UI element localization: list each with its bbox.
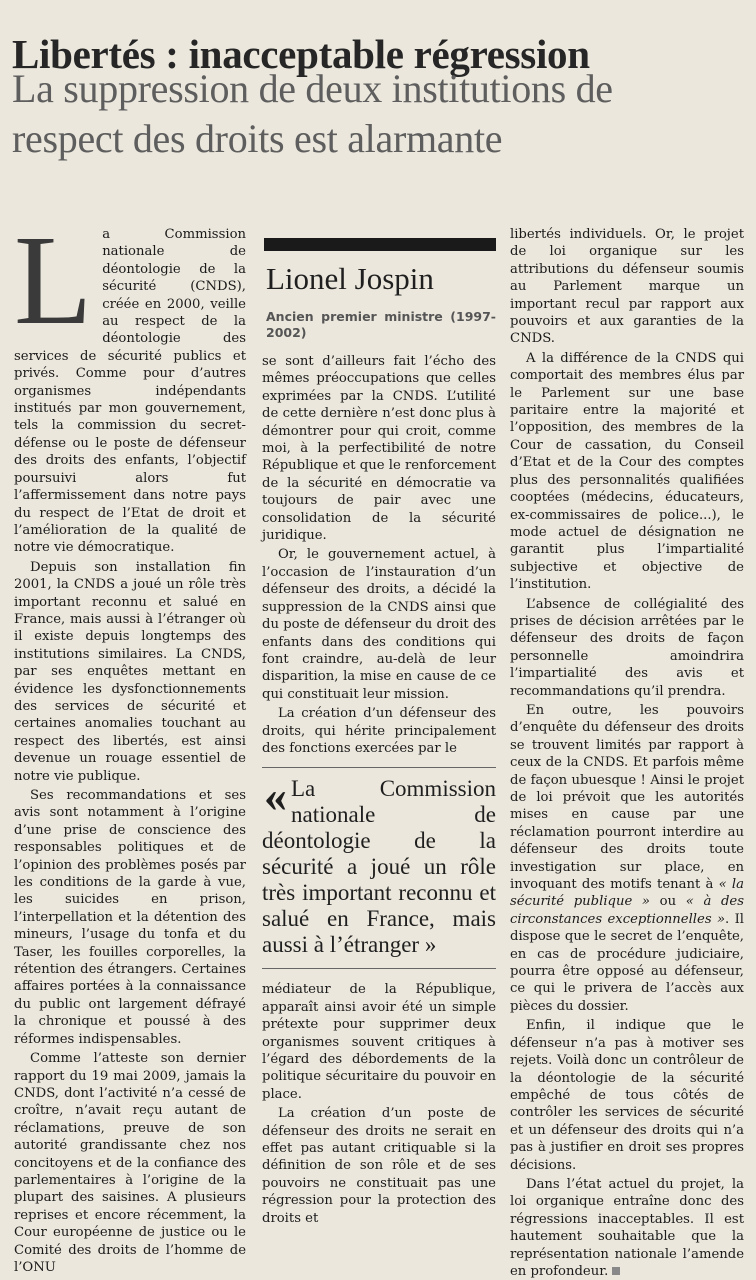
author-role: Ancien premier ministre (1997-2002) [266,309,496,340]
column-1 [14,209,246,1275]
paragraph: En outre, les pouvoirs d’enquête du défenseur des droits se trouvent limités par rapport à ceux de la CNDS. Et parfois même de façon ubuesque ! Ainsi le projet de loi prévoit que les autorités mises en cause par une réclamation pourront interdire au défenseur des droits toute investigation sur place, en invoquant des motifs tenant à « la sécurité publique » ou « à des circonstances exceptionnelles ». Il dispose que le secret de l’enquête, en cas de procédure judiciaire, pourra être opposé au défenseur, ce qui le privera de l’accès aux pièces du dossier. [510,702,745,1014]
paragraph: médiateur de la République, apparaît ainsi avoir été un simple prétexte pour supprimer deux organismes souvent critiques à l’égard des débordements de la politique sécuritaire du pouvoir en place. [262,982,496,1102]
author-name: Lionel Jospin [266,261,434,296]
paragraph: L’absence de collégialité des prises de décision arrêtées par le défenseur des droits de façon personnelle amoindrira l’impartialité des avis et recommandations qu’il prendra. [510,596,744,699]
paragraph: La Commission nationale de déontologie de la sécurité (CNDS), créée en 2000, veille au respect de la déontologie des services de sécurité publics et privés. Comme pour d’autres organismes indépendants institués par mon gouvernement, tels la commission du secret-défense ou le poste de défenseur des droits des enfants, l’objectif poursuivi alors fut l’affermissement dans notre pays du respect de l’Etat de droit et l’amélioration de la qualité de notre vie démocratique. [14,209,246,556]
paragraph: A la différence de la CNDS qui comportait des membres élus par le Parlement sur une base paritaire entre la majorité et l’opposition, des membres de la Cour de cassation, du Conseil d’Etat et de la Cour des comptes plus des personnalités qualifiées cooptées (médecins, éducateurs, ex-commissaires de police...), le mode actuel de désignation ne garantit plus l’impartialité subjective et objective de l’institution. [510,350,744,593]
quote-mark: « [264,770,287,822]
paragraph: Dans l’état actuel du projet, la loi organique entraîne donc des régressions inacceptables. Il est hautement souhaitable que la représentation nationale l’amende en profondeur. [510,1176,744,1279]
column-3 [510,226,745,1279]
drop-cap: L [14,209,93,351]
paragraph: La création d’un défenseur des droits, qui hérite principalement des fonctions exercées par le [262,706,496,756]
deck-subtitle: La suppression de deux institutions de respect des droits est alarmante [12,66,613,161]
author-rule [264,238,496,251]
end-mark-icon [612,1267,620,1275]
paragraph: libertés individuels. Or, le projet de loi organique sur les attributions du défenseur soumis au Parlement marque un important recul par rapport aux pouvoirs et aux garanties de la CNDS. [510,227,744,347]
paragraph: La création d’un poste de défenseur des droits ne serait en effet pas autant critiquable si la définition de son rôle et de ses pouvoirs ne constituait pas une régression pour la protection des droits et [262,1106,496,1226]
pull-quote: « La Commission nationale de déontologie de la sécurité a joué un rôle très important reconnu et salué en France, mais aussi à l’étranger » [262,767,496,969]
paragraph: Comme l’atteste son dernier rapport du 19 mai 2009, jamais la CNDS, dont l’activité n’a cessé de croître, n’avait reçu autant de réclamations, preuve de son autorité grandissante chez nos concitoyens et de la confiance des parlementaires à l’origine de la plupart des saisines. A plusieurs reprises et encore récemment, la Cour européenne de justice ou le Comité des droits de l’homme de l’ONU [14,1051,246,1275]
paragraph: Ses recommandations et ses avis sont notamment à l’origine d’une prise de conscience des responsables politiques et de l’opinion des problèmes posés par les conditions de la garde à vue, les suicides en prison, l’interpellation et la détention des mineurs, l’usage du tonfa et du Taser, les fouilles corporelles, la rétention des étrangers. Certaines affaires portées à la connaissance du public ont largement défrayé la chronique et poussé à des réformes indispensables. [14,788,246,1047]
paragraph: Enfin, il indique que le défenseur n’a pas à motiver ses rejets. Voilà donc un contrôleur de la déontologie de la sécurité empêché de tous côtés de contrôler les services de sécurité et un défenseur des droits qui n’a pas à justifier en droit ses propres décisions. [510,1018,744,1173]
paragraph: Or, le gouvernement actuel, à l’occasion de l’instauration d’un défenseur des droits, a décidé la suppression de la CNDS ainsi que du poste de défenseur du droit des enfants dans des conditions qui font craindre, au-delà de leur disparition, la mise en cause de ce qui constituait leur mission. [262,547,496,702]
column-2 [262,226,496,1254]
headline: Libertés : inacceptable régression [12,31,590,78]
paragraph: Depuis son installation fin 2001, la CNDS a joué un rôle très important reconnu et salué en France, mais aussi à l’étranger où il existe depuis longtemps des institutions similaires. La CNDS, par ses enquêtes mettant en évidence les dysfonctionnements des services de sécurité et certaines anomalies touchant au respect des libertés, est ainsi devenue un rouage essentiel de notre vie publique. [14,559,246,784]
paragraph: se sont d’ailleurs fait l’écho des mêmes préoccupations que celles exprimées par la CNDS. L’utilité de cette dernière n’est donc plus à démontrer pour qui croit, comme moi, à la perfectibilité de notre République et que le renforcement de la sécurité en démocratie va toujours de pair avec une consolidation de la sécurité juridique. [262,354,496,544]
